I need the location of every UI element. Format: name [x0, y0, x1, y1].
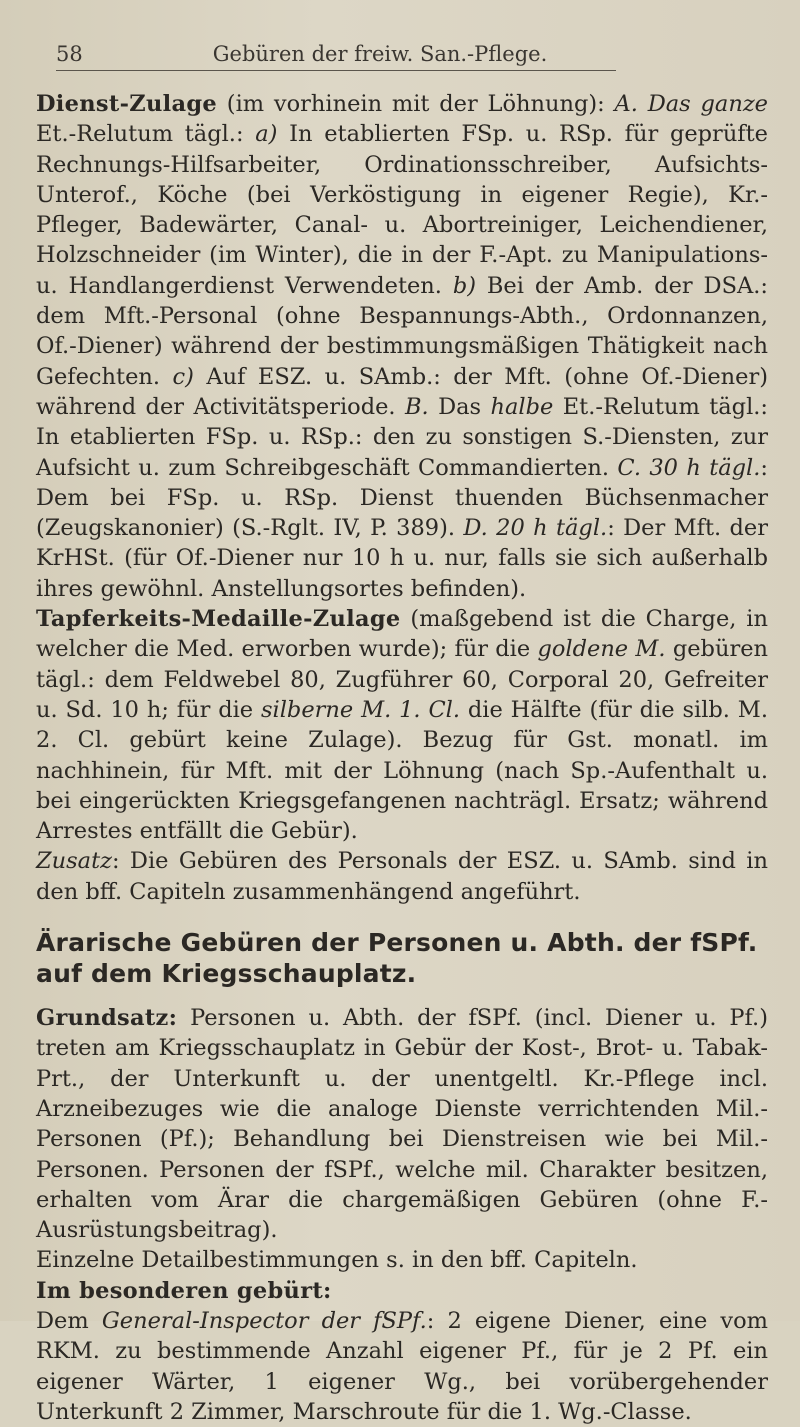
paragraph-detailbestimmungen: Einzelne Detailbestimmungen s. in den bff. Capiteln.	[36, 1247, 638, 1274]
paragraph-dienst-zulage: Dienst-Zulage (im vorhinein mit der Löhnung): A. Das ganze Et.-Relutum tägl.: a) In etablierten FSp. u. RSp. für geprüfte Rechnungs-Hilfsarbeiter, Ordinationsschreiber, Aufsichts-Unterof., Köche (bei Verköstigung in eigener Regie), Kr.-Pfleger, Badewärter, Canal- u. Abortreiniger, Leichendiener, Holzschneider (im Winter), die in der F.-Apt. zu Manipulations- u. Handlangerdienst Verwendeten. b) Bei der Amb. der DSA.: dem Mft.-Personal (ohne Bespannungs-Abth., Ordonnanzen, Of.-Diener) während der bestimmungsmäßigen Thätigkeit nach Gefechten. c) Auf ESZ. u. SAmb.: der Mft. (ohne Of.-Diener) während der Activitätsperiode. B. Das halbe Et.-Relutum tägl.: In etablierten FSp. u. RSp.: den zu sonstigen S.-Diensten, zur Aufsicht u. zum Schreibgeschäft Commandierten. C. 30 h tägl.: Dem bei FSp. u. RSp. Dienst thuenden Büchsenmacher (Zeugskanonier) (S.-Rglt. IV, P. 389). D. 20 h tägl.: Der Mft. der KrHSt. (für Of.-Diener nur 10 h u. nur, falls sie sich außerhalb ihres gewöhnl. Anstellungsortes befinden).	[36, 91, 768, 602]
paragraph-grundsatz: Grundsatz: Personen u. Abth. der fSPf. (incl. Diener u. Pf.) treten am Kriegsschauplatz in Gebür der Kost-, Brot- u. Tabak-Prt., der Unterkunft u. der unentgeltl. Kr.-Pflege incl. Arzneibezuges wie die analoge Dienste verrichtenden Mil.-Personen (Pf.); Behandlung bei Dienstreisen wie bei Mil.-Personen. Personen der fSPf., welche mil. Charakter besitzen, erhalten vom Ärar die chargemäßigen Gebüren (ohne F.-Ausrüstungsbeitrag).	[36, 1005, 768, 1244]
paragraph-lead: Grundsatz:	[36, 1005, 178, 1032]
paragraph-tapferkeits-medaille: Tapferkeits-Medaille-Zulage (maßgebend ist die Charge, in welcher die Med. erworben wurde); für die goldene M. gebüren tägl.: dem Feldwebel 80, Zugführer 60, Corporal 20, Gefreiter u. Sd. 10 h; für die silberne M. 1. Cl. die Hälfte (für die silb. M. 2. Cl. gebürt keine Zulage). Bezug für Gst. monatl. im nachhinein, für Mft. mit der Löhnung (nach Sp.-Aufenthalt u. bei eingerückten Kriegsgefangenen nachträgl. Ersatz; während Arrestes entfällt die Gebür).	[36, 606, 769, 845]
paragraph-lead: Im besonderen gebürt:	[36, 1277, 332, 1304]
running-header	[56, 42, 616, 71]
page-number: 58	[56, 42, 83, 66]
running-title: Gebüren der freiw. San.-Pflege.	[212, 42, 548, 66]
section-heading: Ärarische Gebüren der Personen u. Abth. der fSPf. auf dem Kriegsschauplatz.	[36, 928, 758, 989]
paragraph-zusatz: Zusatz: Die Gebüren des Personals der ESZ. u. SAmb. sind in den bff. Capiteln zusammenhängend angeführt.	[36, 848, 768, 905]
paragraph-lead: Dienst-Zulage	[36, 91, 217, 117]
paragraph-general-inspector: Dem General-Inspector der fSPf.: 2 eigene Diener, eine vom RKM. zu bestimmende Anzahl eigener Pf., für je 2 Pf. ein eigener Wärter, 1 eigener Wg., bei vorübergehender Unterkunft 2 Zimmer, Marschroute für die 1. Wg.-Classe.	[36, 1307, 768, 1425]
page-body	[36, 89, 768, 1427]
paragraph-lead: Tapferkeits-Medaille-Zulage	[36, 606, 401, 633]
paragraph-im-besonderen	[36, 1276, 768, 1306]
